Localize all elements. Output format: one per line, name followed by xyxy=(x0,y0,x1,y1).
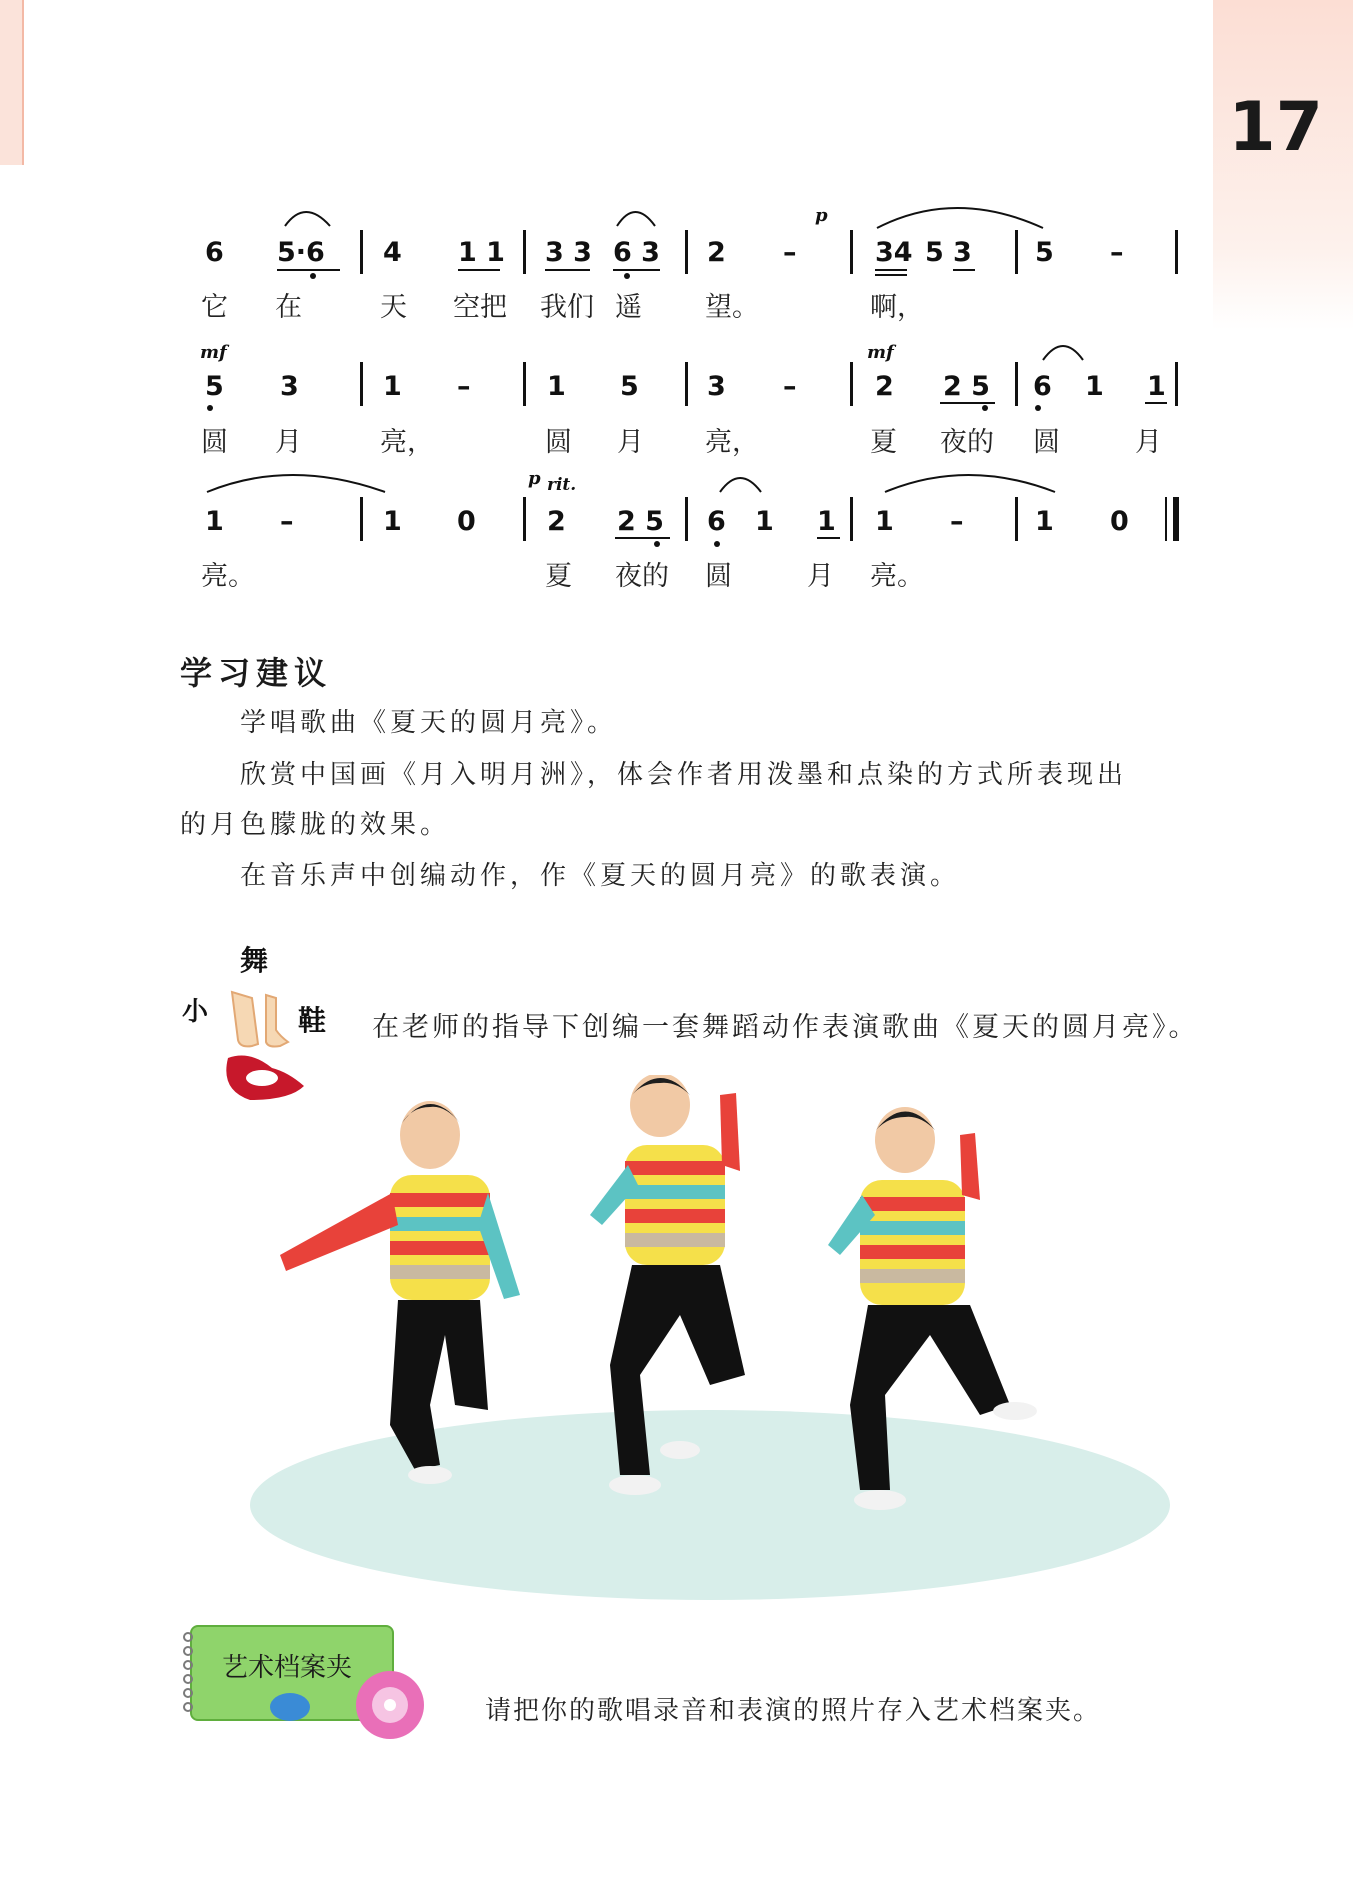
svg-text:鞋: 鞋 xyxy=(298,1004,327,1037)
lyric: 月 xyxy=(275,427,302,458)
final-barline-thick xyxy=(1173,497,1179,541)
lyric: 月 xyxy=(807,561,834,592)
lyric: 啊， xyxy=(870,292,924,323)
section-heading: 学习建议 xyxy=(180,654,333,692)
note: 6 xyxy=(1033,371,1052,402)
svg-text:舞: 舞 xyxy=(240,944,269,977)
lyric: 遥 xyxy=(615,292,642,323)
lyric: 空把 xyxy=(453,292,507,323)
barline xyxy=(360,362,363,406)
barline xyxy=(1175,230,1178,274)
lyric: 夜的 xyxy=(940,427,994,458)
lyric: 圆 xyxy=(545,427,572,458)
barline xyxy=(1015,362,1018,406)
note: 1 xyxy=(1085,371,1104,402)
note: 4 xyxy=(383,237,402,268)
note: 1 xyxy=(755,506,774,537)
note: 2 5 xyxy=(943,371,990,402)
barline xyxy=(685,497,688,541)
note: 5 xyxy=(925,237,944,268)
note: 5 xyxy=(1035,237,1054,268)
lyric: 月 xyxy=(617,427,644,458)
note: 1 xyxy=(1147,371,1166,402)
paragraph: 的月色朦胧的效果。 xyxy=(180,810,451,840)
note: 5 xyxy=(620,371,639,402)
note: – xyxy=(783,237,797,268)
barline xyxy=(360,497,363,541)
barline xyxy=(850,497,853,541)
lyric: 它 xyxy=(201,292,228,323)
note: 1 xyxy=(383,506,402,537)
note: – xyxy=(950,506,964,537)
note: 6 xyxy=(205,237,224,268)
lyric: 我们 xyxy=(540,292,594,323)
art-archive-badge-label: 艺术档案夹 xyxy=(222,1653,353,1683)
dynamic-mark: p xyxy=(815,205,828,226)
cd-disc-icon xyxy=(180,1615,430,1745)
barline xyxy=(850,362,853,406)
dynamic-mark: mf xyxy=(867,342,894,363)
note: – xyxy=(280,506,294,537)
note: 2 xyxy=(547,506,566,537)
barline xyxy=(523,230,526,274)
note: 3 xyxy=(953,237,972,268)
note: 3 xyxy=(280,371,299,402)
lyric: 天 xyxy=(380,292,407,323)
note: 34 xyxy=(875,237,913,268)
left-margin-strip xyxy=(0,0,24,165)
lyric: 亮。 xyxy=(870,561,924,592)
paragraph: 学唱歌曲《夏天的圆月亮》。 xyxy=(240,708,618,738)
note: 1 xyxy=(547,371,566,402)
lyric: 望。 xyxy=(705,292,759,323)
lyric: 夏 xyxy=(545,561,572,592)
note: 6 xyxy=(707,506,726,537)
lyric: 圆 xyxy=(705,561,732,592)
lyric: 夜的 xyxy=(615,561,669,592)
lyric: 在 xyxy=(275,292,302,323)
note: 1 xyxy=(205,506,224,537)
note: 6 3 xyxy=(613,237,660,268)
dynamic-mark: mf xyxy=(200,342,227,363)
dancing-children-photo xyxy=(240,1075,1170,1605)
barline xyxy=(685,362,688,406)
note: 1 xyxy=(875,506,894,537)
note: 1 1 xyxy=(458,237,505,268)
note: – xyxy=(457,371,471,402)
music-score xyxy=(195,200,1195,600)
archive-instruction: 请把你的歌唱录音和表演的照片存入艺术档案夹。 xyxy=(485,1696,1102,1726)
note: 5 xyxy=(205,371,224,402)
note: 1 xyxy=(383,371,402,402)
barline xyxy=(850,230,853,274)
lyric: 夏 xyxy=(870,427,897,458)
lyric: 圆 xyxy=(1033,427,1060,458)
note: – xyxy=(783,371,797,402)
page-number: 17 xyxy=(1228,88,1323,167)
barline xyxy=(523,362,526,406)
note: 1 xyxy=(1035,506,1054,537)
lyric: 亮。 xyxy=(201,561,255,592)
final-barline-thin xyxy=(1165,497,1167,541)
barline xyxy=(1015,497,1018,541)
barline xyxy=(523,497,526,541)
note: 5·6 xyxy=(277,237,325,268)
dynamic-mark: p xyxy=(528,468,541,489)
barline xyxy=(1015,230,1018,274)
note: 0 xyxy=(1110,506,1129,537)
lyric: 亮， xyxy=(705,427,759,458)
note: – xyxy=(1110,237,1124,268)
tempo-mark: rit. xyxy=(547,475,577,495)
note: 3 xyxy=(707,371,726,402)
lyric: 月 xyxy=(1135,427,1162,458)
dance-instruction: 在老师的指导下创编一套舞蹈动作表演歌曲《夏天的圆月亮》。 xyxy=(372,1012,1199,1043)
lyric: 亮， xyxy=(380,427,434,458)
barline xyxy=(1175,362,1178,406)
barline xyxy=(360,230,363,274)
note: 1 xyxy=(817,506,836,537)
art-archive-badge xyxy=(180,1615,430,1745)
barline xyxy=(685,230,688,274)
paragraph: 欣赏中国画《月入明月洲》，体会作者用泼墨和点染的方式所表现出 xyxy=(240,760,1128,790)
svg-text:小: 小 xyxy=(182,997,209,1027)
note: 2 xyxy=(707,237,726,268)
lyric: 圆 xyxy=(201,427,228,458)
note: 3 3 xyxy=(545,237,592,268)
paragraph: 在音乐声中创编动作，作《夏天的圆月亮》的歌表演。 xyxy=(240,861,961,891)
note: 2 xyxy=(875,371,894,402)
note: 0 xyxy=(457,506,476,537)
note: 2 5 xyxy=(617,506,664,537)
